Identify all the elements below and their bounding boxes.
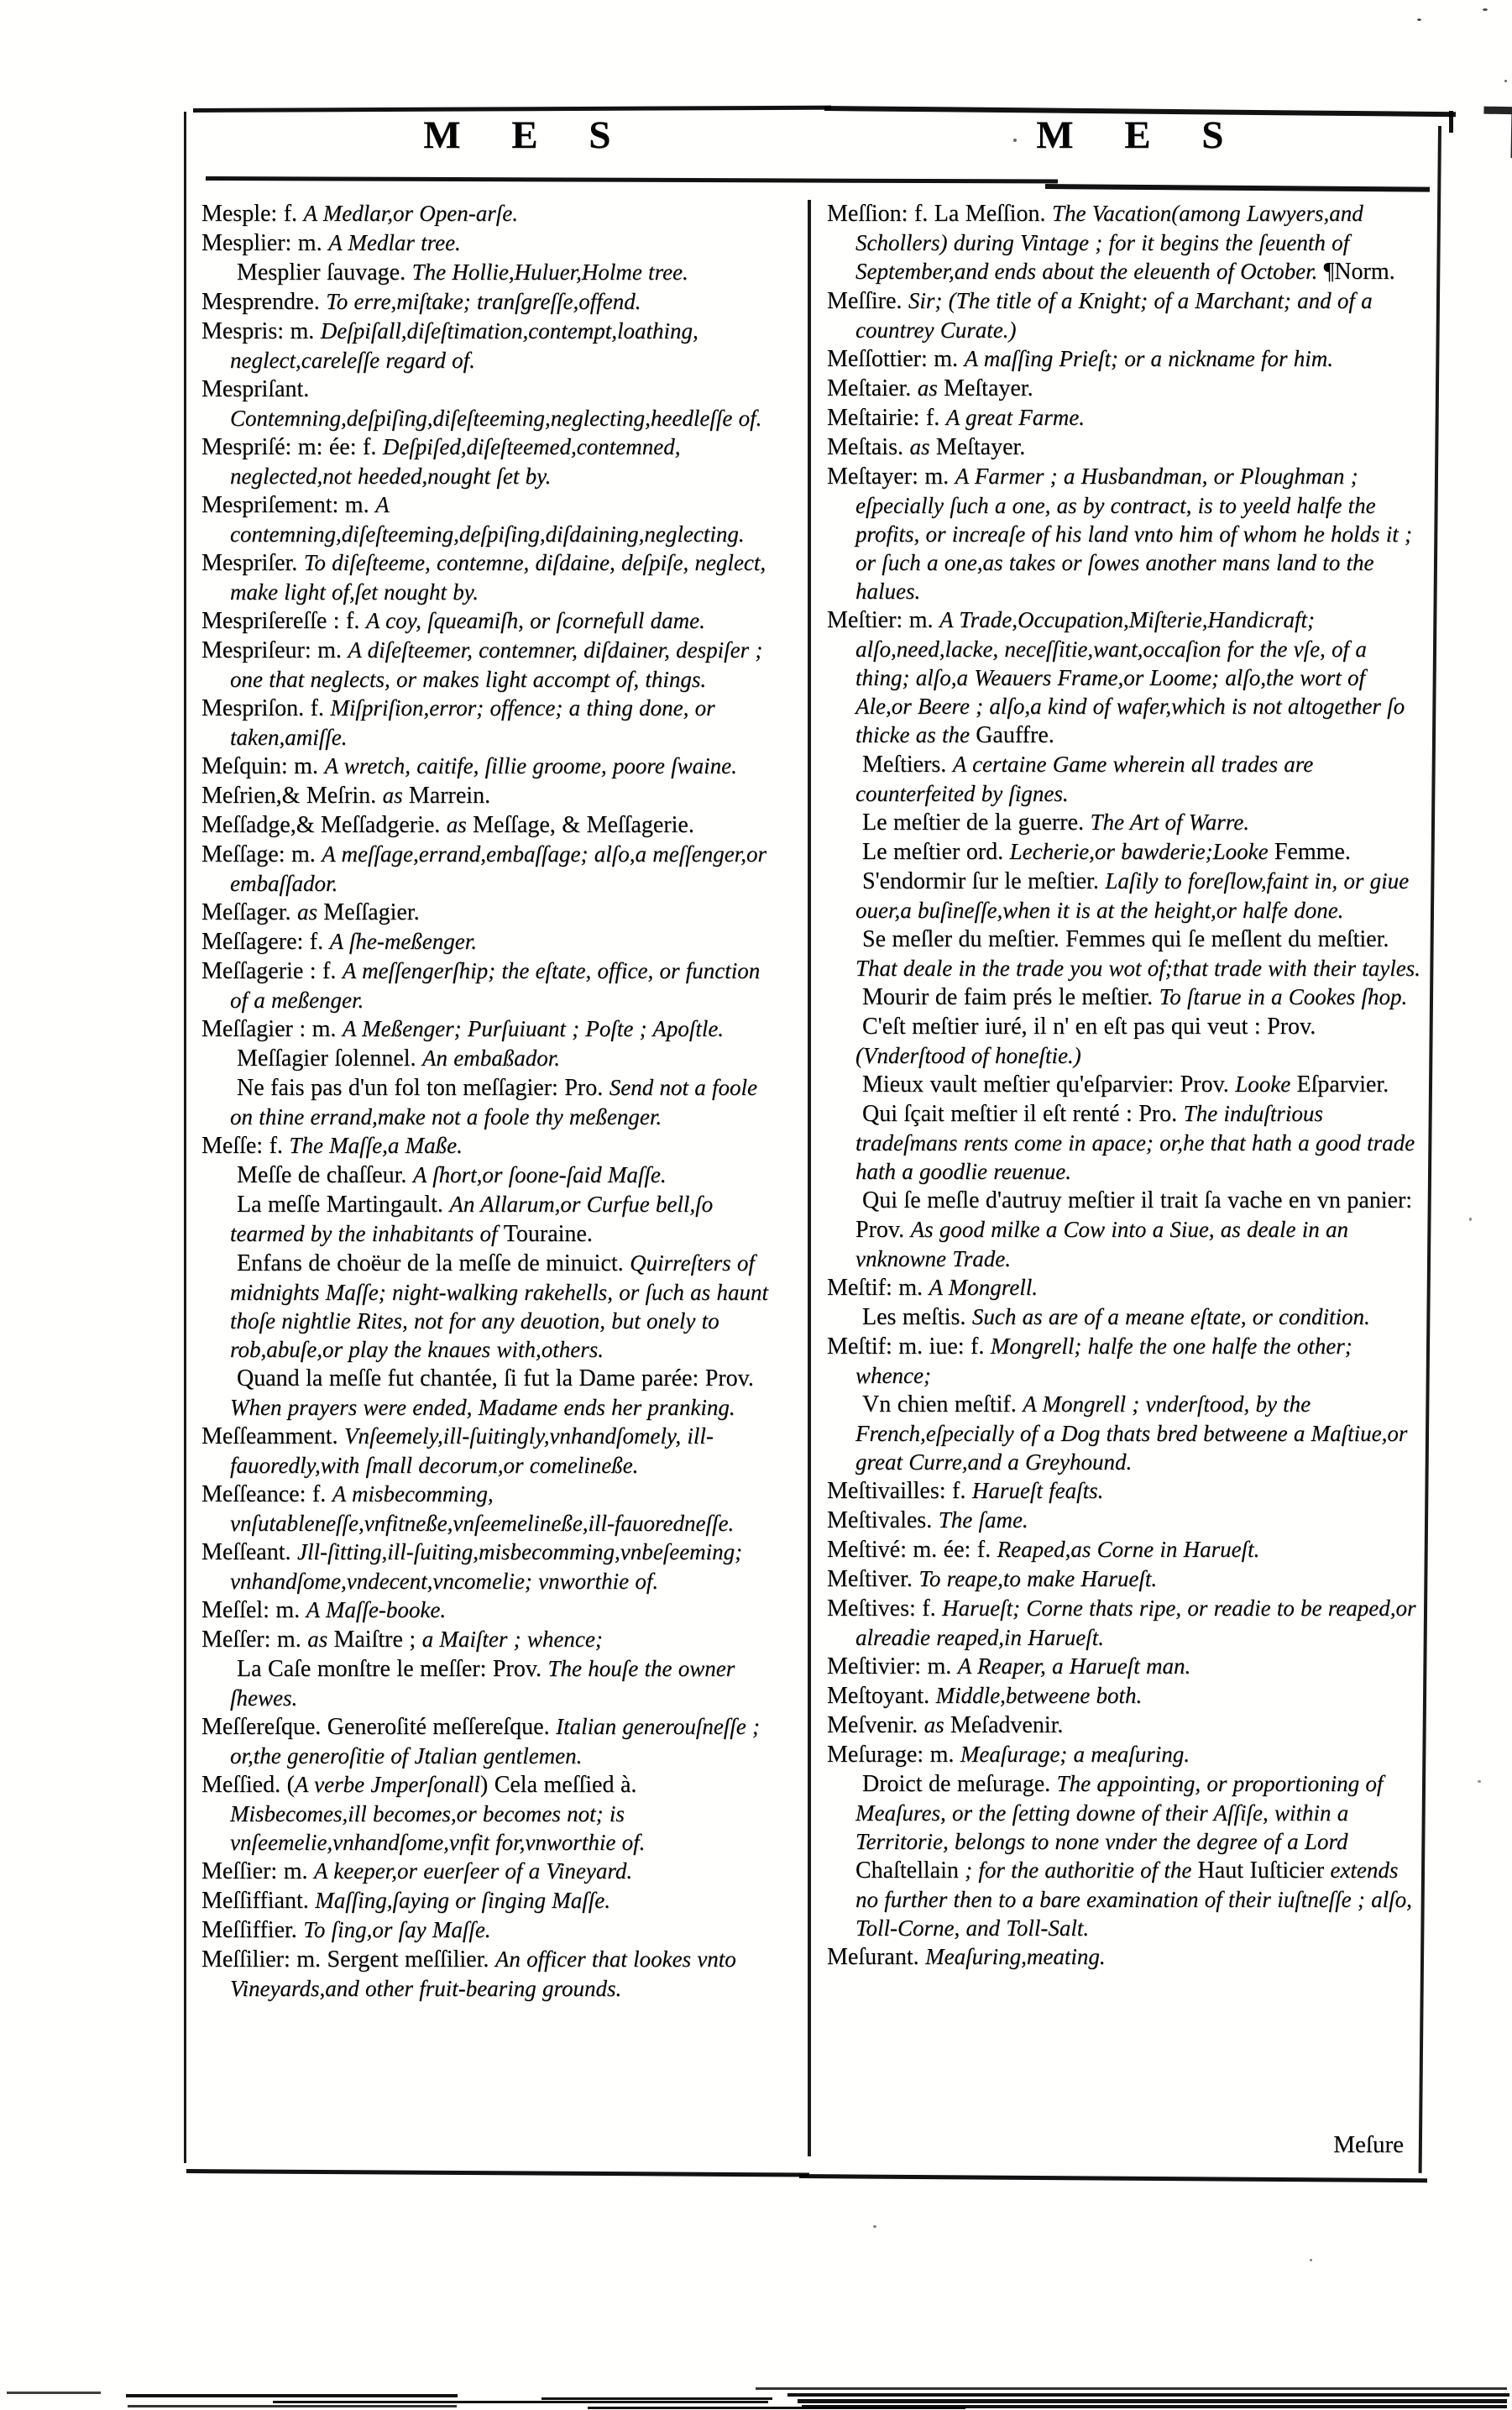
dictionary-entry bbox=[827, 1332, 1426, 1390]
entry-roman-text: Le meſtier de la guerre. bbox=[862, 809, 1091, 836]
entry-italic-text: Reaped,as Corne in Harueſt. bbox=[997, 1537, 1260, 1562]
dictionary-entry bbox=[201, 752, 776, 781]
catchword: Meſure bbox=[1333, 2131, 1404, 2158]
dictionary-entry bbox=[201, 432, 776, 490]
entry-italic-text: as bbox=[923, 1712, 950, 1737]
dictionary-subentry bbox=[827, 1070, 1426, 1099]
entry-roman-text: Mesprendre. bbox=[201, 289, 327, 315]
entry-italic-text: A contemning,diſeſteeming,deſpiſing,diſdaining,neglecting. bbox=[230, 492, 745, 547]
dictionary-entry bbox=[201, 694, 776, 752]
entry-italic-text: A verbe Jmperſonall bbox=[294, 1772, 480, 1797]
dictionary-subentry bbox=[201, 1249, 776, 1364]
entry-roman-text: C'eſt meſtier iuré, il n' en eſt pas qui veut : Prov. bbox=[862, 1014, 1316, 1040]
entry-italic-text: The Hollie,Huluer,Holme tree. bbox=[411, 259, 688, 285]
entry-italic-text: Lecherie,or bawderie;Looke bbox=[1009, 839, 1274, 864]
dictionary-entry bbox=[201, 490, 776, 548]
entry-italic-text: Looke bbox=[1235, 1071, 1297, 1097]
entry-roman-text: Marrein. bbox=[408, 783, 491, 809]
entry-roman-text: Meſſadge,& Meſſadgerie. bbox=[201, 812, 447, 838]
dictionary-subentry bbox=[827, 982, 1426, 1012]
entry-roman-text: Gauffre. bbox=[976, 722, 1054, 748]
entry-roman-text: Vn chien meſtif. bbox=[862, 1391, 1023, 1417]
entry-roman-text: Meſſe: f. bbox=[201, 1133, 290, 1159]
entry-italic-text: A Medlar,or Open-arſe. bbox=[303, 201, 519, 226]
entry-roman-text: Meſtaier. bbox=[827, 375, 918, 401]
entry-roman-text: Meſtier: m. bbox=[827, 607, 939, 633]
dictionary-subentry bbox=[201, 1654, 776, 1712]
entry-italic-text: (Vnderſtood of honeſtie.) bbox=[855, 1043, 1081, 1068]
scan-speck bbox=[1469, 1218, 1472, 1221]
scan-speck bbox=[1504, 80, 1507, 82]
entry-italic-text: To erre,miſtake; tranſgreſſe,offend. bbox=[326, 289, 641, 314]
dictionary-entry bbox=[201, 1538, 776, 1595]
dictionary-entry bbox=[201, 927, 776, 956]
entry-roman-text: Qui ſe meſle d'autruy meſtier il trait ſa vache en vn panier: Prov. bbox=[855, 1187, 1413, 1243]
entry-roman-text: Mieux vault meſtier qu'eſparvier: Prov. bbox=[862, 1071, 1236, 1098]
entry-italic-text: To reape,to make Harueſt. bbox=[918, 1566, 1158, 1591]
entry-roman-text: Mourir de faim prés le meſtier. bbox=[862, 984, 1159, 1010]
entry-roman-text: Meſſied. ( bbox=[201, 1772, 295, 1798]
dictionary-subentry bbox=[827, 1769, 1426, 1942]
dictionary-entry bbox=[201, 606, 776, 636]
dictionary-entry bbox=[201, 1945, 776, 2003]
entry-roman-text: Haut Iuſticier bbox=[1197, 1857, 1325, 1883]
entry-italic-text: The induſtrious tradeſmans rents come in apace; or,he that hath a good trade hath a goodlie reuenue. bbox=[855, 1101, 1415, 1184]
dictionary-entry bbox=[201, 375, 776, 432]
entry-italic-text: A Meßenger; Purſuiuant ; Poſte ; Apoſtle. bbox=[342, 1016, 725, 1041]
entry-roman-text: Meſurage: m. bbox=[827, 1742, 960, 1768]
entry-italic-text: as bbox=[382, 783, 409, 808]
entry-roman-text: Mesple: f. bbox=[201, 201, 304, 227]
entry-roman-text: Meſrien,& Meſrin. bbox=[201, 783, 383, 809]
entry-italic-text: Jll-ſitting,ill-ſuiting,misbecomming,vnbeſeeming; vnhandſome,vndecent,vncomelie; vnworthie of. bbox=[230, 1539, 743, 1594]
dictionary-entry bbox=[201, 287, 776, 317]
dictionary-entry bbox=[827, 199, 1426, 286]
entry-italic-text: A Farmer ; a Husbandman, or Ploughman ; eſpecially ſuch a one, as by contract, is to yeeld halfe the profits, or increaſe of his land vnto him of whom he holds it ; or ſuch a one,as takes or ſowes another mans land to the halues. bbox=[855, 464, 1412, 604]
entry-roman-text: Meſtives: f. bbox=[827, 1595, 943, 1622]
dictionary-entry bbox=[827, 1681, 1426, 1711]
dictionary-subentry bbox=[827, 1302, 1426, 1332]
dictionary-entry bbox=[827, 344, 1426, 374]
entry-roman-text: Le meſtier ord. bbox=[862, 839, 1010, 865]
scan-speck bbox=[1478, 1780, 1481, 1783]
entry-italic-text: Italian generouſneſſe ; or,the generoſitie of Jtalian gentlemen. bbox=[230, 1714, 761, 1768]
scan-edge-line bbox=[756, 2387, 1507, 2390]
entry-roman-text: Meſtivé: m. ée: f. bbox=[827, 1537, 997, 1563]
entry-roman-text: Femme. bbox=[1274, 839, 1351, 865]
scan-edge-line bbox=[126, 2394, 458, 2397]
entry-roman-text: Mespriſeur: m. bbox=[201, 637, 348, 663]
entry-italic-text: That deale in the trade you wot of;that trade with their tayles. bbox=[855, 956, 1420, 981]
entry-roman-text: Meſſeance: f. bbox=[201, 1481, 332, 1507]
entry-roman-text: Mespris: m. bbox=[201, 318, 321, 344]
entry-roman-text: Mesplier ſauvage. bbox=[237, 259, 412, 286]
entry-roman-text: Les meſtis. bbox=[862, 1304, 972, 1330]
dictionary-entry bbox=[827, 403, 1426, 432]
entry-italic-text: A great Farme. bbox=[945, 405, 1085, 430]
dictionary-entry bbox=[827, 1564, 1426, 1594]
entry-italic-text: As good milke a Cow into a Siue, as deale in an vnknowne Trade. bbox=[855, 1217, 1349, 1271]
entry-italic-text: Harueſt; Corne thats ripe, or readie to be reaped,or alreadie reaped,in Harueſt. bbox=[855, 1595, 1416, 1650]
entry-italic-text: as bbox=[297, 899, 324, 925]
dictionary-entry bbox=[201, 1915, 776, 1945]
entry-roman-text: Meſurant. bbox=[827, 1944, 926, 1970]
entry-italic-text: The Maſſe,a Maße. bbox=[289, 1133, 463, 1158]
dictionary-entry bbox=[201, 1625, 776, 1654]
entry-roman-text: Meſtais. bbox=[827, 434, 910, 460]
dictionary-entry bbox=[201, 317, 776, 375]
entry-roman-text: S'endormir ſur le meſtier. bbox=[862, 868, 1106, 894]
entry-italic-text: Send not a foole on thine errand,make not a foole thy meßenger. bbox=[230, 1075, 757, 1129]
entry-italic-text: Meaſuring,meating. bbox=[925, 1944, 1106, 1969]
dictionary-entry bbox=[201, 228, 776, 258]
entry-roman-text: Meſſager. bbox=[201, 899, 298, 925]
entry-italic-text: A keeper,or euerſeer of a Vineyard. bbox=[313, 1858, 633, 1883]
entry-italic-text: Such as are of a meane eſtate, or condition. bbox=[971, 1304, 1370, 1329]
entry-italic-text: The Art of Warre. bbox=[1090, 809, 1249, 835]
entry-italic-text: as bbox=[307, 1627, 334, 1652]
dictionary-entry bbox=[201, 1422, 776, 1480]
dictionary-entry bbox=[827, 1711, 1426, 1740]
dictionary-entry bbox=[827, 1273, 1426, 1302]
entry-italic-text: A Reaper, a Harueſt man. bbox=[957, 1653, 1191, 1679]
entry-italic-text: The houſe the owner ſhewes. bbox=[230, 1656, 735, 1711]
entry-roman-text: Maiſtre ; bbox=[333, 1627, 422, 1653]
entry-italic-text: A Mongrell. bbox=[929, 1275, 1039, 1300]
entry-italic-text: Maſſing,ſaying or ſinging Maſſe. bbox=[315, 1888, 611, 1913]
column-right bbox=[827, 199, 1426, 1972]
entry-italic-text: A meſſage,errand,embaſſage; alſo,a meſſenger,or embaſſador. bbox=[230, 841, 766, 896]
entry-roman-text: Enfans de choëur de la meſſe de minuict. bbox=[237, 1250, 630, 1276]
entry-roman-text: ¶Norm. bbox=[1323, 259, 1395, 285]
entry-roman-text: Meſtoyant. bbox=[827, 1683, 936, 1709]
dictionary-entry bbox=[201, 898, 776, 927]
scan-speck bbox=[1483, 8, 1488, 11]
entry-italic-text: Laſily to foreſlow,faint in, or giue ouer,a buſineſſe,when it is at the height,or halfe done. bbox=[855, 868, 1410, 923]
entry-italic-text: Harueſt feaſts. bbox=[971, 1478, 1104, 1503]
dictionary-subentry bbox=[827, 837, 1426, 867]
entry-roman-text: Meſſeamment. bbox=[201, 1423, 345, 1449]
scan-speck bbox=[1013, 139, 1017, 142]
entry-italic-text: Contemning,deſpiſing,diſeſteeming,neglecting,heedleſſe of. bbox=[230, 406, 762, 431]
entry-roman-text: ) Cela meſſied à. bbox=[479, 1772, 637, 1798]
running-head-left: M E S bbox=[423, 113, 631, 157]
scan-edge-line bbox=[787, 2393, 1509, 2397]
top-border-rule-left bbox=[193, 106, 831, 113]
entry-roman-text: Meſtayer. bbox=[944, 375, 1033, 401]
dictionary-entry bbox=[201, 781, 776, 810]
entry-italic-text: Misbecomes,ill becomes,or becomes not; is vnſeemelie,vnhandſome,vnfit for,vnworthie of. bbox=[230, 1801, 646, 1855]
entry-italic-text: a Maiſter ; whence; bbox=[421, 1627, 603, 1652]
dictionary-entry bbox=[201, 548, 776, 606]
bottom-border-rule-right bbox=[799, 2174, 1427, 2182]
entry-roman-text: Meſſiffier. bbox=[201, 1917, 304, 1943]
entry-italic-text: The Vacation(among Lawyers,and Schollers) during Vintage ; for it begins the ſeuenth of September,and ends about the eleuenth of October. bbox=[855, 201, 1363, 284]
dictionary-entry bbox=[827, 462, 1426, 605]
column-divider-rule bbox=[808, 200, 811, 2156]
entry-roman-text: Meſadvenir. bbox=[950, 1712, 1064, 1738]
entry-roman-text: Meſſereſque. Generoſité meſſereſque. bbox=[201, 1714, 557, 1740]
entry-roman-text: Droict de meſurage. bbox=[862, 1771, 1057, 1797]
entry-roman-text: Meſſagerie : f. bbox=[201, 958, 343, 984]
dictionary-subentry bbox=[827, 750, 1426, 808]
entry-italic-text: extends no further then to a bare examination of their iuſtneſſe ; alſo, Toll-Corne, and Toll-Salt. bbox=[855, 1857, 1412, 1941]
entry-italic-text: A wretch, caitife, ſillie groome, poore ſwaine. bbox=[324, 753, 737, 778]
dictionary-entry bbox=[201, 810, 776, 840]
entry-italic-text: A ſhe-meßenger. bbox=[329, 929, 478, 954]
header-rule-right bbox=[1045, 184, 1430, 192]
scan-edge-line bbox=[273, 2401, 768, 2403]
entry-roman-text: Meſſier: m. bbox=[201, 1858, 314, 1884]
dictionary-subentry bbox=[827, 925, 1426, 982]
entry-roman-text: Meſtif: m. bbox=[827, 1275, 929, 1301]
dictionary-entry bbox=[201, 956, 776, 1014]
dictionary-entry bbox=[201, 1857, 776, 1886]
entry-italic-text: Meaſurage; a meaſuring. bbox=[960, 1742, 1190, 1767]
dictionary-subentry bbox=[827, 808, 1426, 837]
dictionary-entry bbox=[827, 1506, 1426, 1535]
dictionary-entry bbox=[201, 1480, 776, 1538]
dictionary-subentry bbox=[201, 1160, 776, 1190]
dictionary-entry bbox=[201, 1131, 776, 1160]
dictionary-entry bbox=[201, 1014, 776, 1044]
entry-roman-text: Meſquin: m. bbox=[201, 753, 325, 779]
dictionary-subentry bbox=[201, 1044, 776, 1073]
entry-roman-text: Meſtivales. bbox=[827, 1507, 939, 1533]
entry-roman-text: Eſparvier. bbox=[1296, 1071, 1389, 1098]
dictionary-subentry bbox=[201, 1364, 776, 1422]
entry-roman-text: Meſtiver. bbox=[827, 1566, 919, 1592]
entry-italic-text: A meſſengerſhip; the eſtate, office, or function of a meßenger. bbox=[230, 958, 761, 1013]
entry-roman-text: Meſſagier : m. bbox=[201, 1016, 343, 1042]
dictionary-entry bbox=[827, 1594, 1426, 1652]
dictionary-entry bbox=[827, 605, 1426, 750]
entry-roman-text: Se meſler du meſtier. Femmes qui ſe meſlent du meſtier. bbox=[862, 926, 1389, 952]
entry-roman-text: Meſſage: m. bbox=[201, 841, 322, 867]
dictionary-subentry bbox=[827, 1012, 1426, 1070]
dictionary-entry bbox=[201, 1712, 776, 1770]
entry-roman-text: Meſſagier ſolennel. bbox=[237, 1045, 423, 1071]
dictionary-entry bbox=[201, 1770, 776, 1857]
entry-roman-text: La Caſe monſtre le meſſer: Prov. bbox=[237, 1656, 548, 1682]
dictionary-entry bbox=[201, 1595, 776, 1625]
entry-roman-text: Meſſagere: f. bbox=[201, 929, 330, 955]
entry-roman-text: Mespriſon. f. bbox=[201, 695, 331, 721]
entry-roman-text: Mespriſer. bbox=[201, 550, 304, 576]
entry-italic-text: To ſtarue in a Cookes ſhop. bbox=[1159, 984, 1408, 1009]
entry-italic-text: An officer that lookes vnto Vineyards,and other fruit-bearing grounds. bbox=[230, 1946, 736, 2001]
bottom-border-rule-left bbox=[186, 2169, 809, 2177]
dictionary-subentry bbox=[827, 1186, 1426, 1273]
entry-italic-text: Quirreſters of midnights Maſſe; night-walking rakehells, or ſuch as haunt thoſe nightlie Rites, not for any deuotion, but onely to rob,abuſe,or play the knaues with,others. bbox=[230, 1250, 768, 1362]
entry-italic-text: as bbox=[909, 434, 936, 459]
entry-roman-text: Meſſage, & Meſſagerie. bbox=[473, 812, 694, 838]
scan-speck bbox=[873, 2225, 876, 2228]
scan-edge-line bbox=[7, 2392, 101, 2394]
entry-italic-text: A ſhort,or ſoone-ſaid Maſſe. bbox=[412, 1162, 667, 1187]
entry-roman-text: Meſtif: m. iue: f. bbox=[827, 1333, 991, 1360]
entry-roman-text: Meſſe de chaſſeur. bbox=[237, 1162, 413, 1188]
entry-roman-text: Mespriſant. bbox=[201, 376, 310, 402]
dictionary-subentry bbox=[201, 1190, 776, 1249]
entry-roman-text: Meſſire. bbox=[827, 288, 908, 314]
entry-roman-text: Chaſtellain bbox=[855, 1857, 959, 1883]
entry-roman-text: Mespriſé: m: ée: f. bbox=[201, 434, 383, 460]
entry-italic-text: Sir; (The title of a Knight; of a Marchant; and of a countrey Curate.) bbox=[855, 288, 1373, 343]
entry-roman-text: Meſſagier. bbox=[323, 899, 420, 925]
dictionary-entry bbox=[201, 840, 776, 898]
entry-roman-text: Mesplier: m. bbox=[201, 230, 329, 256]
entry-italic-text: ; for the authoritie of the bbox=[958, 1857, 1198, 1883]
entry-italic-text: A misbecomming, vnſutableneſſe,vnfitneße,vnſeemelineße,ill-fauoredneſſe. bbox=[230, 1481, 735, 1536]
entry-roman-text: Meſtairie: f. bbox=[827, 405, 946, 431]
entry-roman-text: Meſſeant. bbox=[201, 1539, 298, 1565]
dictionary-subentry bbox=[827, 867, 1426, 925]
entry-roman-text: Meſſel: m. bbox=[201, 1597, 306, 1623]
top-border-hook bbox=[1449, 111, 1453, 133]
dictionary-subentry bbox=[201, 258, 776, 287]
dictionary-subentry bbox=[827, 1390, 1426, 1476]
entry-roman-text: Mespriſereſſe : f. bbox=[201, 608, 366, 634]
entry-italic-text: Deſpiſall,diſeſtimation,contempt,loathing, neglect,careleſſe regard of. bbox=[230, 318, 698, 373]
entry-italic-text: A coy, ſqueamiſh, or ſcornefull dame. bbox=[365, 608, 705, 633]
entry-roman-text: Meſſilier: m. Sergent meſſilier. bbox=[201, 1946, 495, 1973]
dictionary-entry bbox=[827, 1942, 1426, 1972]
scan-edge-line bbox=[798, 2399, 1507, 2403]
entry-italic-text: Miſpriſion,error; offence; a thing done, or taken,amiſſe. bbox=[230, 695, 715, 750]
entry-italic-text: as bbox=[446, 812, 473, 837]
dictionary-entry bbox=[827, 1535, 1426, 1564]
entry-italic-text: The appointing, or proportioning of Meaſures, or the ſetting downe of their Aſſiſe, within a Territorie, belongs to none vnder the degree of a Lord bbox=[855, 1771, 1384, 1854]
entry-roman-text: Meſtivier: m. bbox=[827, 1653, 958, 1679]
dictionary-entry bbox=[827, 1740, 1426, 1769]
scan-corner-artifact bbox=[1483, 107, 1512, 159]
entry-roman-text: Ne fais pas d'un fol ton meſſagier: Pro. bbox=[237, 1075, 610, 1101]
entry-italic-text: Middle,betweene both. bbox=[935, 1683, 1143, 1708]
scan-edge-line bbox=[128, 2405, 457, 2407]
dictionary-subentry bbox=[827, 1099, 1426, 1186]
entry-italic-text: A Trade,Occupation,Miſterie,Handicraft; alſo,need,lacke, neceſſitie,want,occaſion for the vſe, of a thing; alſo,a Weauers Frame,or Loome; alſo,the wort of Ale,or Beere ; alſo,a kind of wafer,which is not altogether ſo thicke as the bbox=[855, 607, 1405, 747]
entry-italic-text: as bbox=[917, 375, 944, 401]
entry-italic-text: To diſeſteeme, contemne, diſdaine, deſpiſe, neglect, make light of,ſet nought by. bbox=[230, 550, 766, 605]
entry-roman-text: Meſtiers. bbox=[862, 752, 953, 778]
entry-roman-text: Qui ſçait meſtier il eſt renté : Pro. bbox=[862, 1101, 1184, 1127]
entry-italic-text: A maſſing Prieſt; or a nickname for him. bbox=[964, 346, 1333, 371]
entry-italic-text: A Maſſe-booke. bbox=[306, 1597, 447, 1622]
entry-italic-text: A Mongrell ; vnderſtood, by the French,eſpecially of a Dog thats bred betweene a Maſtiue,or great Curre,and a Greyhound. bbox=[855, 1391, 1408, 1475]
entry-italic-text: An embaßador. bbox=[422, 1045, 561, 1071]
dictionary-entry bbox=[827, 286, 1426, 344]
scan-edge-line bbox=[541, 2397, 772, 2400]
dictionary-entry bbox=[201, 199, 776, 228]
entry-roman-text: Quand la meſſe fut chantée, ſi fut la Dame parée: Prov. bbox=[237, 1365, 754, 1391]
entry-roman-text: Meſtivailles: f. bbox=[827, 1478, 972, 1504]
entry-roman-text: Meſſottier: m. bbox=[827, 346, 965, 372]
entry-roman-text: Meſſiffiant. bbox=[201, 1888, 316, 1914]
dictionary-entry bbox=[201, 636, 776, 694]
entry-roman-text: Meſſer: m. bbox=[201, 1627, 308, 1653]
dictionary-entry bbox=[827, 1476, 1426, 1506]
entry-roman-text: Meſtayer: m. bbox=[827, 464, 955, 490]
entry-roman-text: La meſſe Martingault. bbox=[237, 1192, 450, 1218]
dictionary-entry bbox=[201, 1886, 776, 1915]
header-rule-left bbox=[206, 176, 1058, 184]
entry-roman-text: Meſvenir. bbox=[827, 1712, 924, 1738]
entry-italic-text: The ſame. bbox=[938, 1507, 1028, 1532]
entry-italic-text: A certaine Game wherein all trades are counterfeited by ſignes. bbox=[855, 752, 1314, 806]
column-left bbox=[201, 199, 776, 2003]
entry-roman-text: Touraine. bbox=[503, 1221, 593, 1247]
entry-italic-text: Deſpiſed,diſeſteemed,contemned, neglected,not heeded,nought ſet by. bbox=[230, 434, 681, 489]
entry-italic-text: A diſeſteemer, contemner, diſdainer, despiſer ; one that neglects, or makes light accompt of, things. bbox=[230, 637, 763, 692]
dictionary-entry bbox=[827, 432, 1426, 462]
entry-italic-text: To ſing,or ſay Maſſe. bbox=[303, 1917, 491, 1942]
entry-roman-text: Mespriſement: m. bbox=[201, 492, 376, 518]
entry-italic-text: When prayers were ended, Madame ends her pranking. bbox=[230, 1395, 735, 1420]
dictionary-entry bbox=[827, 374, 1426, 403]
entry-italic-text: Mongrell; halfe the one halfe the other; whence; bbox=[855, 1333, 1352, 1388]
running-head-right: M E S bbox=[1036, 113, 1244, 157]
entry-italic-text: An Allarum,or Curfue bell,ſo tearmed by the inhabitants of bbox=[230, 1192, 714, 1246]
left-border-rule bbox=[184, 112, 186, 2163]
entry-italic-text: A Medlar tree. bbox=[328, 230, 461, 255]
dictionary-subentry bbox=[201, 1073, 776, 1131]
entry-roman-text: Meſtayer. bbox=[935, 434, 1026, 460]
entry-italic-text: Vnſeemely,ill-ſuitingly,vnhandſomely, ill-fauoredly,with ſmall decorum,or comelineße. bbox=[230, 1423, 714, 1478]
scan-edge-line bbox=[802, 2405, 1507, 2408]
scan-speck bbox=[1417, 18, 1421, 21]
dictionary-entry bbox=[827, 1652, 1426, 1681]
entry-roman-text: Meſſion: f. La Meſſion. bbox=[827, 201, 1052, 227]
scan-speck bbox=[1310, 2259, 1312, 2261]
